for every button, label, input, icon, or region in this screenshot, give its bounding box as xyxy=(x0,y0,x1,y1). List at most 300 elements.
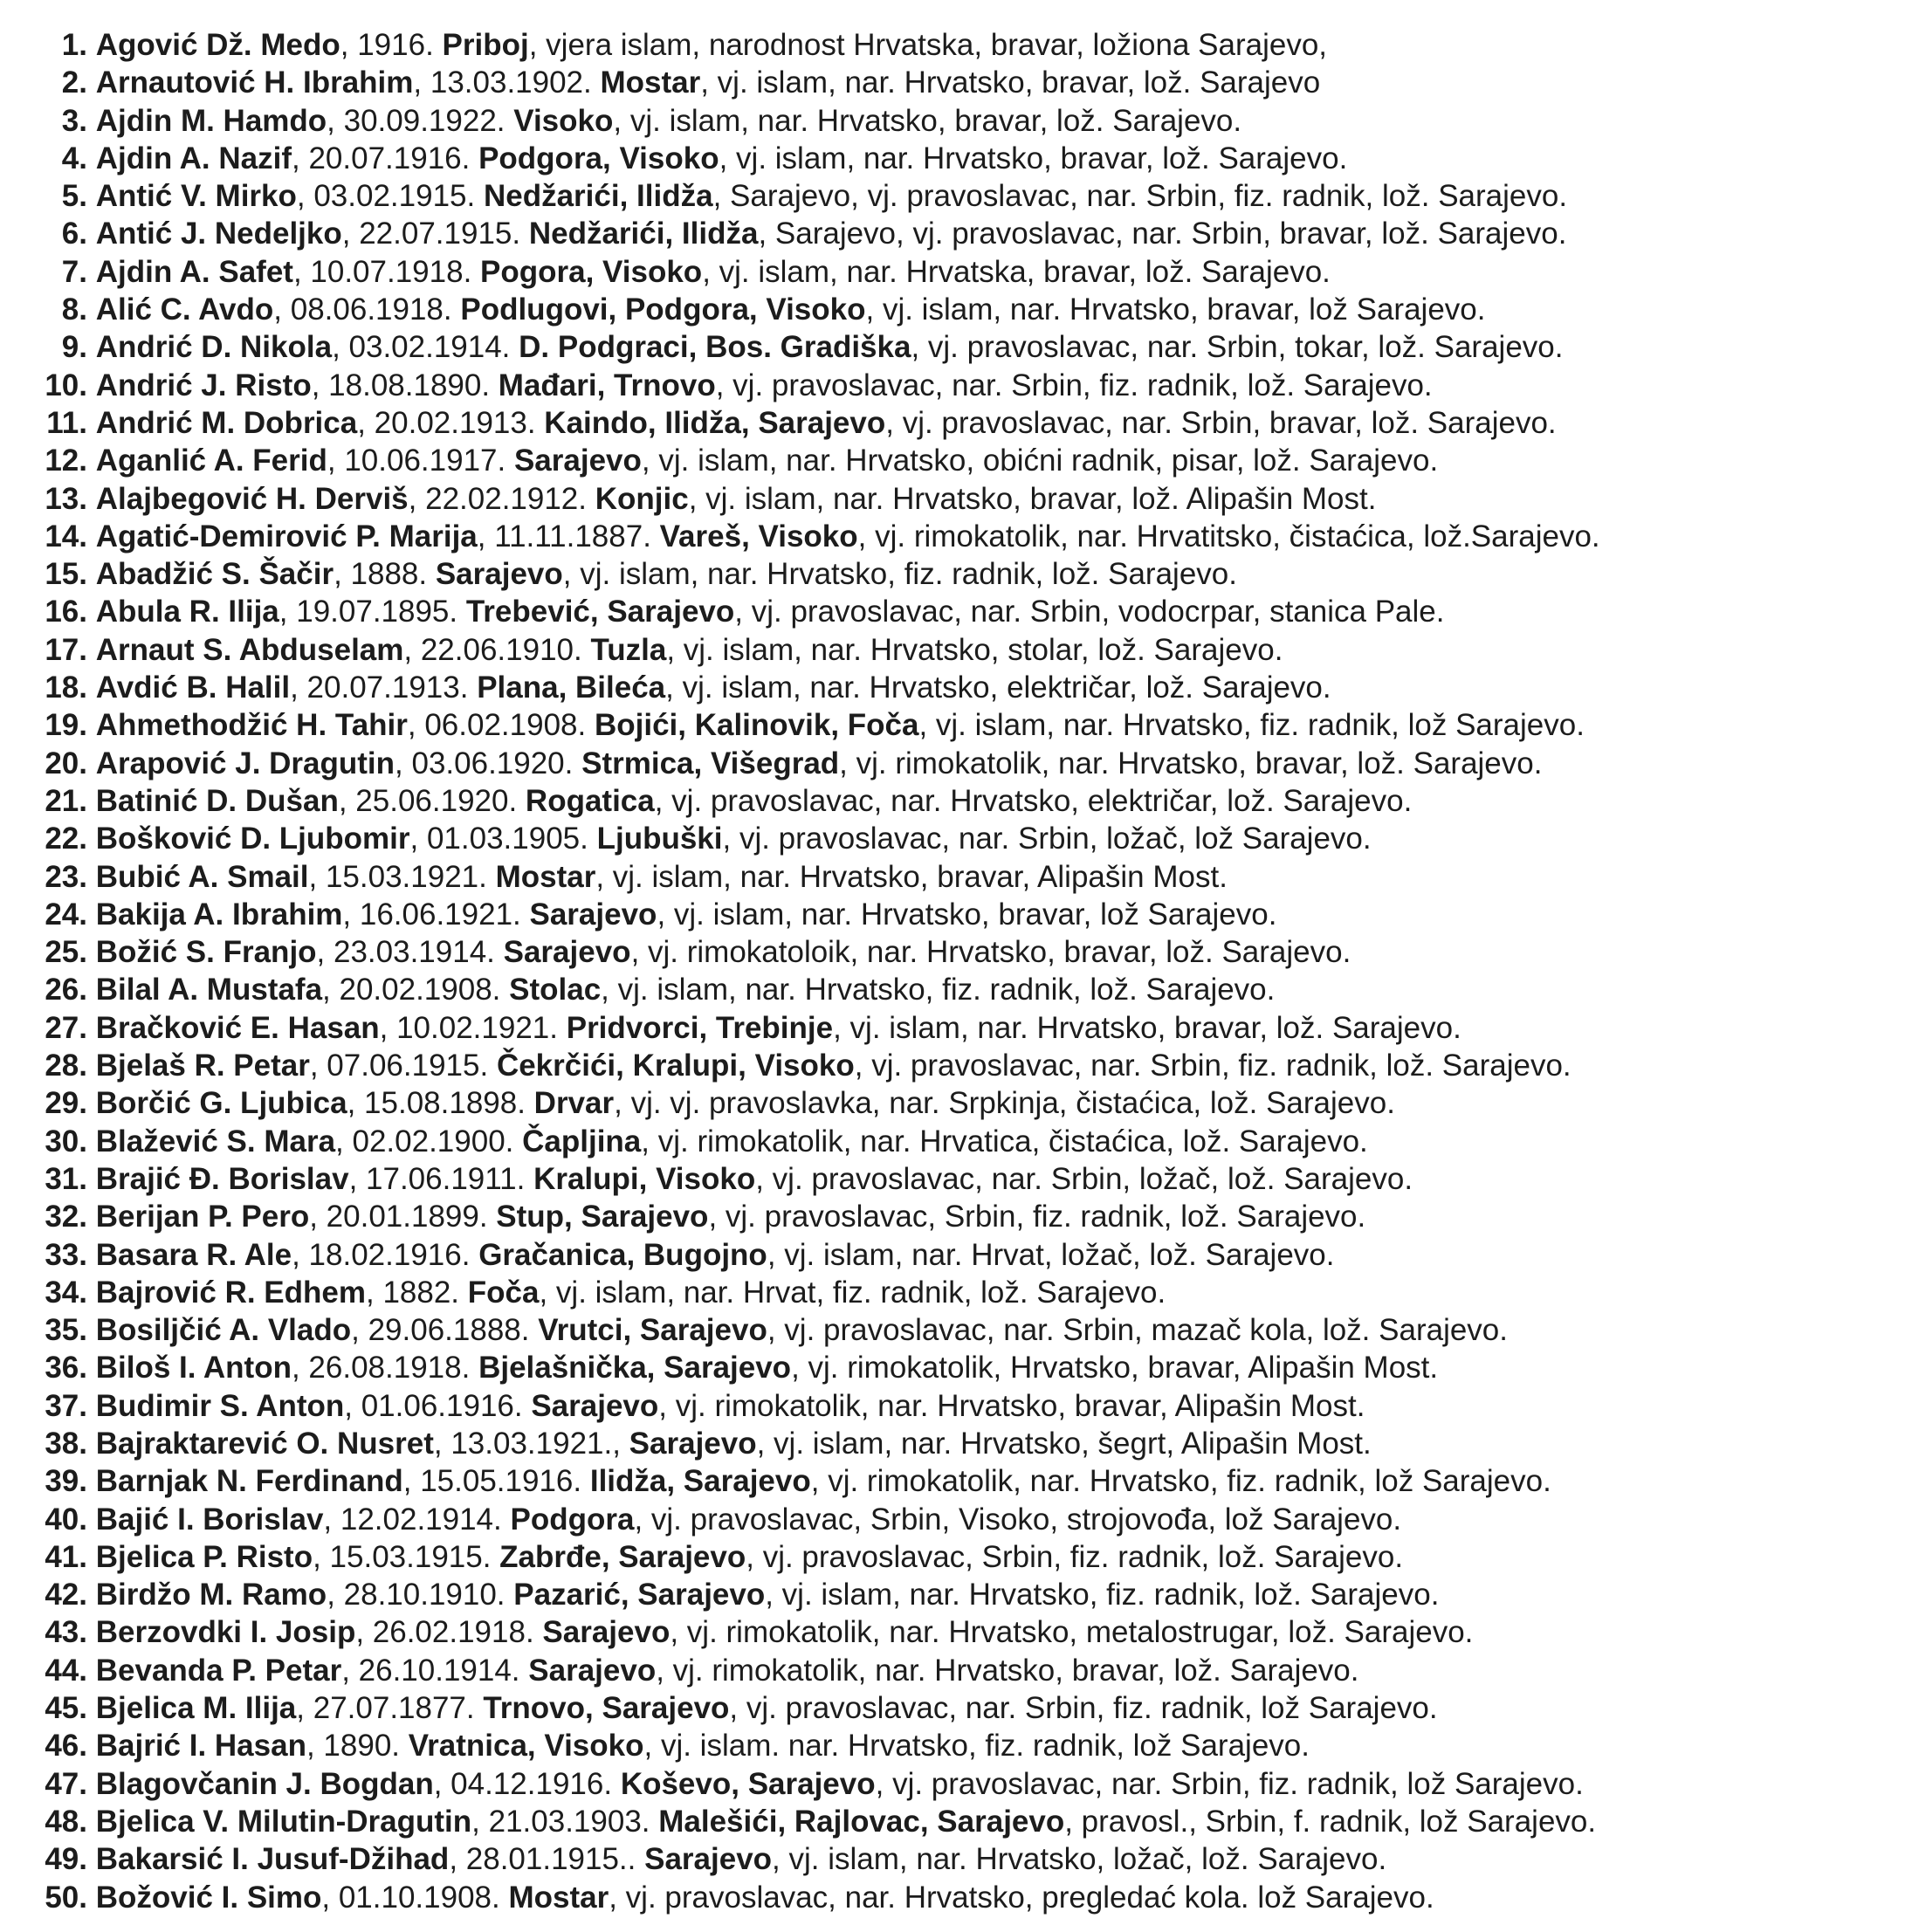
birth-place: Podlugovi, Podgora, Visoko xyxy=(460,292,866,327)
entry-number: 10. xyxy=(45,368,87,402)
person-details: , vj. pravoslavac, Srbin, fiz. radnik, lož. Sarajevo. xyxy=(708,1200,1366,1234)
birth-place: Strmica, Višegrad xyxy=(581,746,840,780)
list-item xyxy=(0,442,1905,479)
list-item xyxy=(0,215,1905,252)
person-name: Blagovčanin J. Bogdan xyxy=(95,1766,434,1801)
person-details: , vj. islam, nar. Hrvatsko, ložač, lož. Sarajevo. xyxy=(772,1842,1387,1877)
birth-place: Čapljina xyxy=(522,1124,642,1159)
birth-date: , 19.07.1895. xyxy=(279,595,466,629)
list-item xyxy=(0,26,1905,64)
person-name: Božić S. Franjo xyxy=(95,935,317,970)
birth-date: , 26.02.1918. xyxy=(355,1615,543,1650)
entry-number: 3. xyxy=(61,103,87,138)
entry-number: 16. xyxy=(45,595,87,629)
birth-place: Gračanica, Bugojno xyxy=(478,1237,767,1272)
entry-number: 26. xyxy=(45,973,87,1007)
person-details: , vj. pravoslavac, nar. Srbin, fiz. radnik, lož Sarajevo. xyxy=(875,1766,1584,1801)
birth-place: Podgora xyxy=(510,1502,635,1537)
person-details: , vj. rimokatolik, Hrvatsko, bravar, Alipašin Most. xyxy=(791,1351,1439,1385)
birth-place: Bjelašnička, Sarajevo xyxy=(478,1351,792,1385)
birth-place: Nedžarići, Ilidža xyxy=(528,217,759,251)
list-item xyxy=(0,820,1905,857)
birth-date: , 18.02.1916. xyxy=(292,1237,479,1272)
person-name: Bakija A. Ibrahim xyxy=(95,897,343,932)
list-item xyxy=(0,1613,1905,1651)
person-details: , vj. rimokatolik, nar. Hrvatsko, bravar, lož. Sarajevo. xyxy=(656,1653,1359,1688)
birth-date: , 01.03.1905. xyxy=(409,822,597,856)
list-item xyxy=(0,1840,1905,1878)
birth-date: , 12.02.1914. xyxy=(323,1502,511,1537)
birth-place: Pazarić, Sarajevo xyxy=(513,1578,766,1612)
list-item xyxy=(0,480,1905,518)
person-name: Arnautović H. Ibrahim xyxy=(95,65,414,100)
list-item xyxy=(0,933,1905,971)
entry-number: 23. xyxy=(45,859,87,894)
entry-number: 50. xyxy=(45,1880,87,1915)
person-details: , pravosl., Srbin, f. radnik, lož Sarajevo. xyxy=(1064,1804,1597,1839)
birth-date: , 23.03.1914. xyxy=(316,935,504,970)
person-name: Brajić Đ. Borislav xyxy=(95,1161,349,1196)
person-name: Avdić B. Halil xyxy=(95,670,291,705)
birth-date: , 26.10.1914. xyxy=(341,1653,529,1688)
birth-place: Pridvorci, Trebinje xyxy=(566,1010,834,1045)
entry-number: 2. xyxy=(61,65,87,100)
person-name: Bajrović R. Edhem xyxy=(95,1275,366,1310)
birth-date: , 1882. xyxy=(366,1275,468,1310)
entry-number: 31. xyxy=(45,1161,87,1196)
entry-number: 7. xyxy=(61,254,87,289)
person-details: , vj. pravoslavac, nar. Srbin, vodocrpar, stanica Pale. xyxy=(734,595,1445,629)
birth-place: Trnovo, Sarajevo xyxy=(483,1691,730,1726)
person-details: , Sarajevo, vj. pravoslavac, nar. Srbin, bravar, lož. Sarajevo. xyxy=(758,217,1567,251)
person-name: Biloš I. Anton xyxy=(95,1351,292,1385)
entry-number: 39. xyxy=(45,1464,87,1499)
list-item xyxy=(0,631,1905,669)
list-item xyxy=(0,1803,1905,1840)
person-details: , vj. islam, nar. Hrvatsko, bravar, lož. Sarajevo xyxy=(700,65,1321,100)
person-name: Bubić A. Smail xyxy=(95,859,309,894)
person-name: Borčić G. Ljubica xyxy=(95,1086,347,1121)
birth-date: , 11.11.1887. xyxy=(477,519,660,553)
birth-place: Sarajevo xyxy=(503,935,631,970)
person-details: , vj. pravoslavac, nar. Srbin, fiz. radnik, lož. Sarajevo. xyxy=(854,1049,1571,1083)
entry-number: 19. xyxy=(45,708,87,743)
list-item xyxy=(0,1425,1905,1462)
person-list xyxy=(0,26,1905,1916)
person-name: Bjelica M. Ilija xyxy=(95,1691,297,1726)
birth-date: , 22.06.1910. xyxy=(403,632,591,667)
entry-number: 8. xyxy=(61,292,87,327)
entry-number: 44. xyxy=(45,1653,87,1688)
birth-date: , 18.08.1890. xyxy=(311,368,499,402)
birth-date: , 04.12.1916. xyxy=(433,1766,621,1801)
list-item xyxy=(0,1879,1905,1916)
person-details: , vj. pravoslavac, nar. Srbin, ložač, lož. Sarajevo. xyxy=(755,1161,1413,1196)
list-item xyxy=(0,1349,1905,1386)
person-name: Alić C. Avdo xyxy=(95,292,274,327)
entry-number: 42. xyxy=(45,1578,87,1612)
birth-place: Sarajevo xyxy=(528,1653,657,1688)
person-details: , vj. rimokatolik, nar. Hrvatica, čistaćica, lož. Sarajevo. xyxy=(641,1124,1368,1159)
birth-date: , 10.06.1917. xyxy=(327,443,514,478)
person-name: Bjelaš R. Petar xyxy=(95,1049,310,1083)
birth-date: , 1916. xyxy=(340,28,443,62)
person-details: , vj. rimokatoloik, nar. Hrvatsko, bravar, lož. Sarajevo. xyxy=(630,935,1351,970)
person-details: , vj. islam, nar. Hrvatsko, bravar, lož. Sarajevo. xyxy=(833,1010,1461,1045)
birth-date: , 08.06.1918. xyxy=(273,292,461,327)
person-details: , vj. pravoslavac, nar. Srbin, bravar, lož. Sarajevo. xyxy=(885,405,1557,440)
birth-date: , 10.07.1918. xyxy=(292,254,481,289)
person-details: , vj. pravoslavac, nar. Srbin, tokar, lož. Sarajevo. xyxy=(911,330,1564,365)
entry-number: 48. xyxy=(45,1804,87,1839)
person-name: Blažević S. Mara xyxy=(95,1124,336,1159)
person-details: , vj. islam, nar. Hrvatsko, fiz. radnik, lož. Sarajevo. xyxy=(562,557,1237,592)
entry-number: 12. xyxy=(45,443,87,478)
person-name: Basara R. Ale xyxy=(95,1237,292,1272)
list-item xyxy=(0,1274,1905,1311)
birth-place: Sarajevo xyxy=(435,557,563,592)
list-item xyxy=(0,782,1905,820)
list-item xyxy=(0,1047,1905,1084)
birth-place: Kaindo, Ilidža, Sarajevo xyxy=(544,405,886,440)
person-details: , vj. islam, nar. Hrvatsko, stolar, lož. Sarajevo. xyxy=(666,632,1283,667)
entry-number: 14. xyxy=(45,519,87,553)
birth-date: , 20.07.1913. xyxy=(290,670,478,705)
person-name: Bajić I. Borislav xyxy=(95,1502,324,1537)
birth-place: Koševo, Sarajevo xyxy=(620,1766,876,1801)
birth-date: , 02.02.1900. xyxy=(335,1124,523,1159)
birth-date: , 22.02.1912. xyxy=(408,481,595,516)
birth-place: Sarajevo xyxy=(644,1842,773,1877)
person-name: Berzovdki I. Josip xyxy=(95,1615,356,1650)
birth-date: , 27.07.1877. xyxy=(296,1691,484,1726)
birth-place: Trebević, Sarajevo xyxy=(465,595,735,629)
entry-number: 6. xyxy=(61,217,87,251)
birth-place: Čekrčići, Kralupi, Visoko xyxy=(496,1049,855,1083)
person-details: , vj. rimokatolik, nar. Hrvatsko, bravar, lož. Sarajevo. xyxy=(839,746,1543,780)
entry-number: 43. xyxy=(45,1615,87,1650)
birth-place: Bojići, Kalinovik, Foča xyxy=(594,708,919,743)
birth-date: , 03.02.1914. xyxy=(332,330,519,365)
entry-number: 22. xyxy=(45,822,87,856)
person-details: , vj. islam, nar. Hrvatsko, obićni radnik, pisar, lož. Sarajevo. xyxy=(641,443,1439,478)
person-name: Aganlić A. Ferid xyxy=(95,443,327,478)
birth-place: Priboj xyxy=(442,28,529,62)
person-name: Bosiljčić A. Vlado xyxy=(95,1313,352,1348)
list-item xyxy=(0,555,1905,593)
person-name: Andrić M. Dobrica xyxy=(95,405,358,440)
birth-place: Konjic xyxy=(595,481,689,516)
list-item xyxy=(0,896,1905,933)
list-item xyxy=(0,1198,1905,1235)
birth-place: Kralupi, Visoko xyxy=(533,1161,756,1196)
list-item xyxy=(0,858,1905,896)
birth-date: , 10.02.1921. xyxy=(379,1010,567,1045)
entry-number: 5. xyxy=(61,179,87,214)
list-item xyxy=(0,518,1905,555)
person-details: , vj. islam, nar. Hrvatsko, bravar, lož Sarajevo. xyxy=(657,897,1277,932)
birth-date: , 20.07.1916. xyxy=(292,141,479,175)
birth-date: , 20.02.1913. xyxy=(357,405,545,440)
list-item xyxy=(0,1652,1905,1689)
person-name: Ajdin A. Nazif xyxy=(95,141,292,175)
birth-date: , 15.03.1921. xyxy=(308,859,496,894)
person-name: Bračković E. Hasan xyxy=(95,1010,380,1045)
list-item xyxy=(0,1084,1905,1122)
birth-place: Foča xyxy=(467,1275,540,1310)
list-item xyxy=(0,1009,1905,1047)
person-details: , Sarajevo, vj. pravoslavac, nar. Srbin, fiz. radnik, lož. Sarajevo. xyxy=(712,179,1568,214)
person-name: Alajbegović H. Derviš xyxy=(95,481,409,516)
entry-number: 41. xyxy=(45,1539,87,1574)
entry-number: 35. xyxy=(45,1313,87,1348)
entry-number: 38. xyxy=(45,1426,87,1461)
birth-date: , 28.10.1910. xyxy=(327,1578,514,1612)
list-item xyxy=(0,367,1905,404)
birth-date: , 15.05.1916. xyxy=(402,1464,590,1499)
person-name: Agatić-Demirović P. Marija xyxy=(95,519,478,553)
birth-place: Sarajevo xyxy=(629,1426,757,1461)
list-item xyxy=(0,1462,1905,1500)
list-item xyxy=(0,1538,1905,1576)
birth-date: , 13.03.1902. xyxy=(413,65,601,100)
birth-place: Stup, Sarajevo xyxy=(496,1200,709,1234)
birth-place: Vratnica, Visoko xyxy=(408,1729,644,1764)
person-details: , vj. islam, nar. Hrvat, ložač, lož. Sarajevo. xyxy=(767,1237,1335,1272)
person-details: , vj. rimokatolik, nar. Hrvatsko, fiz. radnik, lož Sarajevo. xyxy=(810,1464,1551,1499)
birth-date: , 20.02.1908. xyxy=(322,973,510,1007)
person-details: , vj. pravoslavac, nar. Srbin, ložač, lož Sarajevo. xyxy=(722,822,1372,856)
person-details: , vj. islam, nar. Hrvatsko, bravar, lož. Sarajevo. xyxy=(719,141,1348,175)
person-details: , vj. rimokatolik, nar. Hrvatsko, metalostrugar, lož. Sarajevo. xyxy=(670,1615,1474,1650)
birth-date: , 29.06.1888. xyxy=(351,1313,539,1348)
list-item xyxy=(0,1689,1905,1727)
entry-number: 25. xyxy=(45,935,87,970)
birth-place: Pogora, Visoko xyxy=(480,254,703,289)
list-item xyxy=(0,177,1905,215)
person-name: Bajraktarević O. Nusret xyxy=(95,1426,434,1461)
list-item xyxy=(0,253,1905,291)
person-details: , vj. pravoslavac, nar. Srbin, mazač kola, lož. Sarajevo. xyxy=(767,1313,1508,1348)
birth-place: Stolac xyxy=(509,973,602,1007)
person-details: , vj. pravoslavac, nar. Srbin, fiz. radnik, lož. Sarajevo. xyxy=(715,368,1433,402)
person-name: Ahmethodžić H. Tahir xyxy=(95,708,408,743)
birth-date: , 03.02.1915. xyxy=(296,179,484,214)
birth-date: , 22.07.1915. xyxy=(341,217,529,251)
list-item xyxy=(0,669,1905,706)
list-item xyxy=(0,102,1905,140)
person-name: Barnjak N. Ferdinand xyxy=(95,1464,403,1499)
person-name: Bilal A. Mustafa xyxy=(95,973,323,1007)
birth-place: Ljubuški xyxy=(596,822,723,856)
person-details: , vj. islam, nar. Hrvatsko, bravar, lož Sarajevo. xyxy=(865,292,1486,327)
person-details: , vj. vj. pravoslavka, nar. Srpkinja, čistaćica, lož. Sarajevo. xyxy=(614,1086,1395,1121)
birth-date: , 03.06.1920. xyxy=(395,746,582,780)
list-item xyxy=(0,291,1905,328)
entry-number: 33. xyxy=(45,1237,87,1272)
entry-number: 36. xyxy=(45,1351,87,1385)
birth-place: Sarajevo xyxy=(531,1388,659,1423)
person-name: Berijan P. Pero xyxy=(95,1200,310,1234)
person-name: Batinić D. Dušan xyxy=(95,783,339,818)
person-name: Božović I. Simo xyxy=(95,1880,322,1915)
birth-place: Podgora, Visoko xyxy=(478,141,719,175)
list-item xyxy=(0,1727,1905,1764)
birth-date: , 25.06.1920. xyxy=(338,783,526,818)
person-name: Arnaut S. Abduselam xyxy=(95,632,404,667)
list-item xyxy=(0,1123,1905,1160)
birth-place: Visoko xyxy=(513,103,614,138)
list-item xyxy=(0,64,1905,101)
entry-number: 15. xyxy=(45,557,87,592)
person-name: Bevanda P. Petar xyxy=(95,1653,342,1688)
person-details: , vj. islam, nar. Hrvatsko, bravar, lož. Alipašin Most. xyxy=(688,481,1377,516)
list-item xyxy=(0,328,1905,366)
person-details: , vjera islam, narodnost Hrvatska, bravar, ložiona Sarajevo, xyxy=(528,28,1328,62)
list-item xyxy=(0,971,1905,1008)
birth-date: , 17.06.1911. xyxy=(348,1161,534,1196)
entry-number: 11. xyxy=(46,405,87,440)
birth-place: Ilidža, Sarajevo xyxy=(589,1464,811,1499)
birth-date: , 01.10.1908. xyxy=(321,1880,509,1915)
person-name: Andrić J. Risto xyxy=(95,368,312,402)
birth-date: , 30.09.1922. xyxy=(327,103,514,138)
person-details: , vj. pravoslavac, Srbin, fiz. radnik, lož. Sarajevo. xyxy=(746,1539,1404,1574)
person-details: , vj. islam, nar. Hrvatsko, fiz. radnik, lož. Sarajevo. xyxy=(601,973,1276,1007)
birth-place: Rogatica xyxy=(525,783,655,818)
entry-number: 18. xyxy=(45,670,87,705)
birth-date: , 26.08.1918. xyxy=(291,1351,479,1385)
entry-number: 49. xyxy=(45,1842,87,1877)
birth-place: Mostar xyxy=(508,1880,609,1915)
entry-number: 46. xyxy=(45,1729,87,1764)
birth-date: , 16.06.1921. xyxy=(342,897,530,932)
list-item xyxy=(0,1387,1905,1425)
list-item xyxy=(0,1765,1905,1803)
person-details: , vj. islam, nar. Hrvatsko, električar, lož. Sarajevo. xyxy=(665,670,1331,705)
list-item xyxy=(0,1236,1905,1274)
list-item xyxy=(0,404,1905,442)
list-item xyxy=(0,140,1905,177)
person-details: , vj. pravoslavac, Srbin, Visoko, strojovođa, lož Sarajevo. xyxy=(634,1502,1402,1537)
entry-number: 37. xyxy=(45,1388,87,1423)
birth-date: , 28.01.1915.. xyxy=(449,1842,645,1877)
person-name: Budimir S. Anton xyxy=(95,1388,345,1423)
entry-number: 24. xyxy=(45,897,87,932)
person-name: Agović Dž. Medo xyxy=(95,28,340,62)
person-details: , vj. pravoslavac, nar. Hrvatsko, pregledać kola. lož Sarajevo. xyxy=(609,1880,1434,1915)
list-item xyxy=(0,593,1905,630)
entry-number: 45. xyxy=(45,1691,87,1726)
person-name: Bjelica V. Milutin-Dragutin xyxy=(95,1804,472,1839)
entry-number: 21. xyxy=(45,783,87,818)
entry-number: 30. xyxy=(45,1124,87,1159)
birth-place: Mostar xyxy=(600,65,701,100)
birth-date: , 21.03.1903. xyxy=(471,1804,659,1839)
person-name: Ajdin M. Hamdo xyxy=(95,103,327,138)
person-details: , vj. islam, nar. Hrvat, fiz. radnik, lož. Sarajevo. xyxy=(539,1275,1166,1310)
person-details: , vj. rimokatolik, nar. Hrvatitsko, čistaćica, lož.Sarajevo. xyxy=(857,519,1600,553)
birth-place: Vareš, Visoko xyxy=(659,519,858,553)
birth-place: Malešići, Rajlovac, Sarajevo xyxy=(658,1804,1065,1839)
person-name: Andrić D. Nikola xyxy=(95,330,333,365)
entry-number: 28. xyxy=(45,1049,87,1083)
person-name: Abula R. Ilija xyxy=(95,595,279,629)
entry-number: 20. xyxy=(45,746,87,780)
person-name: Abadžić S. Šačir xyxy=(95,557,334,592)
person-name: Bajrić I. Hasan xyxy=(95,1729,306,1764)
birth-date: , 20.01.1899. xyxy=(309,1200,497,1234)
birth-date: , 07.06.1915. xyxy=(309,1049,497,1083)
entry-number: 40. xyxy=(45,1502,87,1537)
person-name: Ajdin A. Safet xyxy=(95,254,293,289)
person-name: Bakarsić I. Jusuf-Džihad xyxy=(95,1842,450,1877)
birth-place: Mađari, Trnovo xyxy=(498,368,716,402)
person-details: , vj. rimokatolik, nar. Hrvatsko, bravar, Alipašin Most. xyxy=(658,1388,1365,1423)
person-details: , vj. islam, nar. Hrvatsko, fiz. radnik, lož. Sarajevo. xyxy=(765,1578,1440,1612)
person-details: , vj. pravoslavac, nar. Srbin, fiz. radnik, lož Sarajevo. xyxy=(729,1691,1438,1726)
person-details: , vj. islam, nar. Hrvatsko, fiz. radnik, lož Sarajevo. xyxy=(918,708,1585,743)
birth-date: , 1888. xyxy=(334,557,436,592)
person-name: Arapović J. Dragutin xyxy=(95,746,395,780)
person-name: Bjelica P. Risto xyxy=(95,1539,313,1574)
birth-date: , 1890. xyxy=(306,1729,409,1764)
list-item xyxy=(0,1311,1905,1349)
birth-place: Sarajevo xyxy=(529,897,657,932)
entry-number: 17. xyxy=(45,632,87,667)
person-details: , vj. islam, nar. Hrvatsko, bravar, lož. Sarajevo. xyxy=(613,103,1242,138)
entry-number: 29. xyxy=(45,1086,87,1121)
entry-number: 1. xyxy=(61,28,87,62)
list-item xyxy=(0,1160,1905,1198)
entry-number: 9. xyxy=(61,330,87,365)
birth-place: Tuzla xyxy=(590,632,667,667)
birth-place: Nedžarići, Ilidža xyxy=(483,179,713,214)
entry-number: 34. xyxy=(45,1275,87,1310)
birth-date: , 13.03.1921., xyxy=(433,1426,629,1461)
person-name: Antić J. Nedeljko xyxy=(95,217,342,251)
person-name: Antić V. Mirko xyxy=(95,179,297,214)
birth-place: Sarajevo xyxy=(513,443,642,478)
birth-date: , 06.02.1908. xyxy=(407,708,595,743)
entry-number: 4. xyxy=(61,141,87,175)
person-details: , vj. islam, nar. Hrvatsko, bravar, Alipašin Most. xyxy=(595,859,1228,894)
birth-place: D. Podgraci, Bos. Gradiška xyxy=(519,330,911,365)
entry-number: 13. xyxy=(45,481,87,516)
entry-number: 32. xyxy=(45,1200,87,1234)
person-name: Bošković D. Ljubomir xyxy=(95,822,410,856)
birth-place: Zabrđe, Sarajevo xyxy=(499,1539,746,1574)
birth-place: Mostar xyxy=(495,859,596,894)
birth-date: , 15.03.1915. xyxy=(313,1539,500,1574)
list-item xyxy=(0,1576,1905,1613)
person-details: , vj. islam. nar. Hrvatsko, fiz. radnik, lož Sarajevo. xyxy=(643,1729,1310,1764)
person-details: , vj. pravoslavac, nar. Hrvatsko, električar, lož. Sarajevo. xyxy=(654,783,1413,818)
person-details: , vj. islam, nar. Hrvatsko, šegrt, Alipašin Most. xyxy=(756,1426,1372,1461)
entry-number: 27. xyxy=(45,1010,87,1045)
list-item xyxy=(0,706,1905,744)
person-details: , vj. islam, nar. Hrvatska, bravar, lož. Sarajevo. xyxy=(702,254,1331,289)
list-item xyxy=(0,745,1905,782)
birth-place: Vrutci, Sarajevo xyxy=(538,1313,767,1348)
birth-place: Plana, Bileća xyxy=(477,670,666,705)
entry-number: 47. xyxy=(45,1766,87,1801)
list-item xyxy=(0,1501,1905,1538)
birth-date: , 15.08.1898. xyxy=(347,1086,534,1121)
person-name: Birdžo M. Ramo xyxy=(95,1578,327,1612)
birth-date: , 01.06.1916. xyxy=(344,1388,532,1423)
birth-place: Sarajevo xyxy=(542,1615,671,1650)
